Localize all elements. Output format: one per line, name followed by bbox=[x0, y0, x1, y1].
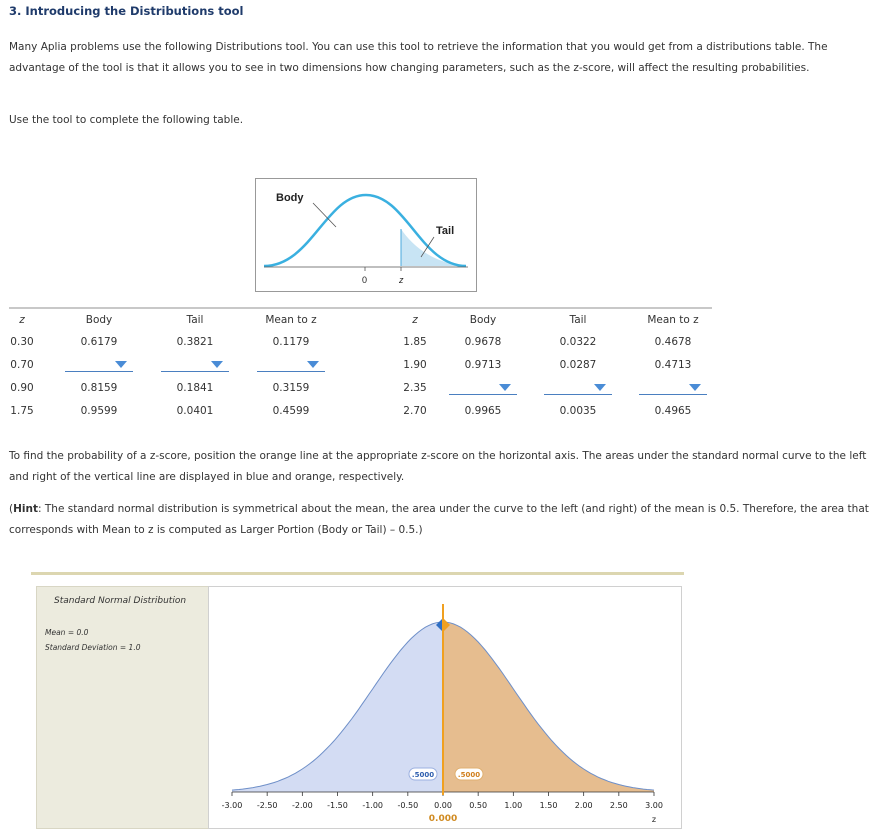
tick-label: -3.00 bbox=[221, 801, 243, 810]
tick-label: 0.50 bbox=[469, 801, 488, 810]
hint-label: Hint bbox=[13, 503, 38, 515]
left-row-3-tail: 0.0401 bbox=[176, 405, 214, 417]
right-row-3-mean_to_z: 0.4965 bbox=[654, 405, 692, 417]
chevron-down-icon bbox=[689, 384, 701, 391]
left-row-1-mean_to_z-dropdown[interactable] bbox=[257, 357, 325, 372]
tick-label: 2.50 bbox=[609, 801, 628, 810]
tick-label: -0.50 bbox=[397, 801, 419, 810]
table-header-1: Body bbox=[85, 314, 113, 326]
left-row-2-tail: 0.1841 bbox=[176, 382, 214, 394]
chevron-down-icon bbox=[499, 384, 511, 391]
left-area-value: .5000 bbox=[411, 771, 435, 779]
right-row-3-z: 2.70 bbox=[403, 405, 427, 417]
right-area-value: .5000 bbox=[457, 771, 481, 779]
tick-label: -2.50 bbox=[256, 801, 278, 810]
diagram-body-label: Body bbox=[276, 192, 304, 204]
table-header-7: Mean to z bbox=[647, 314, 699, 326]
left-area-fill bbox=[232, 622, 443, 792]
hint-open-paren: ( bbox=[9, 503, 14, 515]
right-row-1-tail: 0.0287 bbox=[559, 359, 597, 371]
hint-text bbox=[9, 499, 869, 541]
table-header-3: Mean to z bbox=[265, 314, 317, 326]
table-top-rule bbox=[9, 307, 712, 309]
left-row-2-z: 0.90 bbox=[10, 382, 34, 394]
table-header-5: Body bbox=[469, 314, 497, 326]
chevron-down-icon bbox=[115, 361, 127, 368]
right-row-0-mean_to_z: 0.4678 bbox=[654, 336, 692, 348]
instruction-text: Use the tool to complete the following table. bbox=[9, 114, 244, 126]
tool-title: Standard Normal Distribution bbox=[54, 596, 187, 606]
tick-label: 0.00 bbox=[434, 801, 452, 810]
z-value-readout: 0.000 bbox=[428, 814, 458, 824]
tool-sd-label: Standard Deviation = 1.0 bbox=[45, 643, 141, 652]
right-row-3-body: 0.9965 bbox=[464, 405, 502, 417]
right-row-1-body: 0.9713 bbox=[464, 359, 502, 371]
table-header-4: z bbox=[412, 314, 418, 326]
tick-label: 2.00 bbox=[574, 801, 593, 810]
hint-body: : The standard normal distribution is symmetrical about the mean, the area under the curve to the left (and right) of the mean is 0.5. Therefore, the area that corresponds with Mean to z is computed as Larger Portion (Body or Tail) – 0.5.) bbox=[9, 503, 869, 536]
tick-label: -1.50 bbox=[327, 801, 348, 810]
diagram-tail-label: Tail bbox=[436, 225, 455, 237]
tick-label: 3.00 bbox=[645, 801, 663, 810]
chevron-down-icon bbox=[594, 384, 606, 391]
left-row-0-body: 0.6179 bbox=[80, 336, 118, 348]
problem-title: 3. Introducing the Distributions tool bbox=[9, 4, 244, 18]
table-header-6: Tail bbox=[569, 314, 587, 326]
right-row-0-body: 0.9678 bbox=[464, 336, 502, 348]
right-row-2-mean_to_z-dropdown[interactable] bbox=[639, 380, 707, 395]
left-row-3-mean_to_z: 0.4599 bbox=[272, 405, 310, 417]
table-header-2: Tail bbox=[186, 314, 204, 326]
normal-distribution-plot[interactable] bbox=[208, 586, 682, 829]
right-row-2-body-dropdown[interactable] bbox=[449, 380, 517, 395]
tool-top-border bbox=[31, 572, 684, 575]
right-row-0-z: 1.85 bbox=[403, 336, 427, 348]
axis-z-label: z bbox=[651, 815, 657, 824]
left-row-1-body-dropdown[interactable] bbox=[65, 357, 133, 372]
right-row-1-mean_to_z: 0.4713 bbox=[654, 359, 692, 371]
left-row-1-z: 0.70 bbox=[10, 359, 34, 371]
chevron-down-icon bbox=[211, 361, 223, 368]
left-row-0-tail: 0.3821 bbox=[176, 336, 214, 348]
body-tail-diagram bbox=[255, 178, 477, 292]
tick-label: 1.00 bbox=[504, 801, 523, 810]
tick-label: 1.50 bbox=[539, 801, 558, 810]
left-row-2-body: 0.8159 bbox=[80, 382, 118, 394]
left-row-0-mean_to_z: 0.1179 bbox=[272, 336, 310, 348]
left-row-1-tail-dropdown[interactable] bbox=[161, 357, 229, 372]
left-row-3-body: 0.9599 bbox=[80, 405, 118, 417]
tick-label: -2.00 bbox=[291, 801, 313, 810]
diagram-zero-label: 0 bbox=[362, 275, 368, 285]
tick-label: -1.00 bbox=[362, 801, 384, 810]
left-row-0-z: 0.30 bbox=[10, 336, 34, 348]
chevron-down-icon bbox=[307, 361, 319, 368]
intro-paragraph: Many Aplia problems use the following Distributions tool. You can use this tool to retrieve the information that you would get from a distributions table. The advantage of the tool is that it allows you to see in two dimensions how changing parameters, such as the z-score, will affect the resulting probabilities. bbox=[9, 41, 828, 74]
right-row-3-tail: 0.0035 bbox=[559, 405, 597, 417]
diagram-z-label: z bbox=[399, 275, 404, 285]
tool-info-panel bbox=[36, 586, 210, 829]
tool-mean-label: Mean = 0.0 bbox=[45, 628, 89, 637]
right-row-1-z: 1.90 bbox=[403, 359, 427, 371]
left-row-2-mean_to_z: 0.3159 bbox=[272, 382, 310, 394]
right-row-0-tail: 0.0322 bbox=[559, 336, 597, 348]
right-row-2-z: 2.35 bbox=[403, 382, 427, 394]
right-row-2-tail-dropdown[interactable] bbox=[544, 380, 612, 395]
left-row-3-z: 1.75 bbox=[10, 405, 34, 417]
explanation-text: To find the probability of a z-score, position the orange line at the appropriate z-score on the horizontal axis. The areas under the standard normal curve to the left and right of the vertical line are displayed in blue and orange, respectively. bbox=[9, 450, 867, 483]
left-area-badge bbox=[409, 768, 437, 780]
right-area-fill bbox=[443, 622, 654, 792]
right-area-badge bbox=[455, 768, 483, 780]
table-header-0: z bbox=[19, 314, 25, 326]
